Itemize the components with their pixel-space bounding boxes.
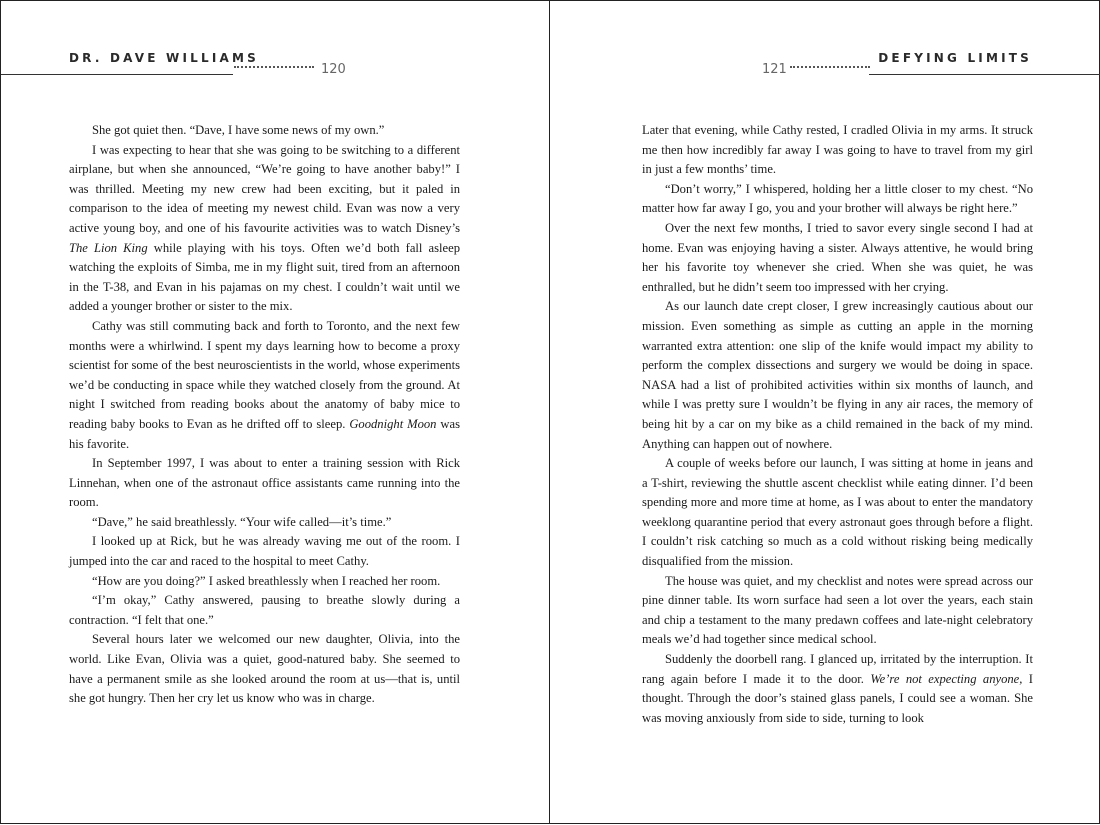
paragraph: Cathy was still commuting back and forth to Toronto, and the next few months were a whirlwind. I spent my days learning how to become a proxy scientist for some of the best neuroscientists in the world, whose experiments we’d be conducting in space while they watched closely from the ground. At night I switched from reading books about the anatomy of baby mice to reading baby books to Evan as he drifted off to sleep. Goodnight Moon was his favorite. xyxy=(69,318,460,451)
running-head-author: DR. DAVE WILLIAMS xyxy=(69,51,259,65)
paragraph: “Dave,” he said breathlessly. “Your wife called—it’s time.” xyxy=(92,514,392,529)
paragraph: She got quiet then. “Dave, I have some news of my own.” xyxy=(92,123,385,137)
body-text xyxy=(69,121,460,709)
paragraph: I looked up at Rick, but he was already waving me out of the room. I jumped into the car and raced to the hospital to meet Cathy. xyxy=(69,534,460,569)
paragraph: The house was quiet, and my checklist and notes were spread across our pine dinner table. Its worn surface had seen a lot over the years, each stain and chip a testament to the many predawn coffees and late-night celebratory meals we’d had together since medical school. xyxy=(642,573,1033,647)
header-rule xyxy=(1,74,233,75)
paragraph: A couple of weeks before our launch, I was sitting at home in jeans and a T-shirt, reviewing the shuttle ascent checklist while eating dinner. I’d been spending more and more time at home, as I was about to enter the mandatory weeklong quarantine period that every astronaut goes through before a flight. I couldn’t risk catching so much as a cold without risking being medically disqualified from the mission. xyxy=(642,456,1033,569)
page-number: 120 xyxy=(321,62,346,77)
header-rule xyxy=(869,74,1100,75)
paragraph: In September 1997, I was about to enter a training session with Rick Linnehan, when one of the astronaut office assistants came running into the room. xyxy=(69,456,460,510)
paragraph: “Don’t worry,” I whispered, holding her a little closer to my chest. “No matter how far away I go, you and your brother will always be right here.” xyxy=(642,181,1033,216)
running-head-title: DEFYING LIMITS xyxy=(878,51,1032,65)
header-dotted-leader xyxy=(790,66,870,68)
paragraph: “I’m okay,” Cathy answered, pausing to breathe slowly during a contraction. “I felt that one.” xyxy=(69,593,460,627)
paragraph: “How are you doing?” I asked breathlessly when I reached her room. xyxy=(92,573,441,588)
header-dotted-leader xyxy=(234,66,314,68)
paragraph: Later that evening, while Cathy rested, I cradled Olivia in my arms. It struck me then how incredibly far away I was going to have to travel from my girl in just a few months’ time. xyxy=(642,123,1033,177)
paragraph: I was expecting to hear that she was going to be switching to a different airplane, but when she announced, “We’re going to have another baby!” I was thrilled. Meeting my new crew had been exciting, but it paled in comparison to the idea of meeting my newest child. Evan was now a very active young boy, and one of his favourite activities was to watch Disney’s The Lion King while playing with his toys. Often we’d both fall asleep watching the exploits of Simba, me in my flight suit, tired from an afternoon in the T-38, and Evan in his pajamas on my chest. I couldn’t wait until we added a younger brother or sister to the mix. xyxy=(69,142,460,314)
paragraph: Suddenly the doorbell rang. I glanced up, irritated by the interruption. It rang again before I made it to the door. We’re not expecting anyone, I thought. Through the door’s stained glass panels, I could see a woman. She was moving anxiously from side to side, turning to look xyxy=(642,652,1033,725)
right-page xyxy=(549,0,1100,824)
body-text xyxy=(642,121,1033,728)
paragraph: Over the next few months, I tried to savor every single second I had at home. Evan was enjoying having a sister. Always attentive, he would bring her his favorite toy whenever she cried. When she was quiet, he was enthralled, but he didn’t seem too impressed with her crying. xyxy=(642,220,1033,294)
paragraph: Several hours later we welcomed our new daughter, Olivia, into the world. Like Evan, Olivia was a quiet, good-natured baby. She seemed to have a permanent smile as she looked around the room at us—that is, until she got hungry. Then her cry let us know who was in charge. xyxy=(69,632,460,706)
page-number: 121 xyxy=(762,62,787,77)
paragraph: As our launch date crept closer, I grew increasingly cautious about our mission. Even something as simple as cutting an apple in the morning warranted extra attention: one slip of the knife would impact my ability to perform the complex dissections and surgery we would be doing in space. NASA had a list of prohibited activities within six months of launch, and while I was pretty sure I wouldn’t be flying in any air races, the memory of being hit by a car on my bike as a child remained in the back of my mind. Anything can happen out of nowhere. xyxy=(642,299,1033,451)
